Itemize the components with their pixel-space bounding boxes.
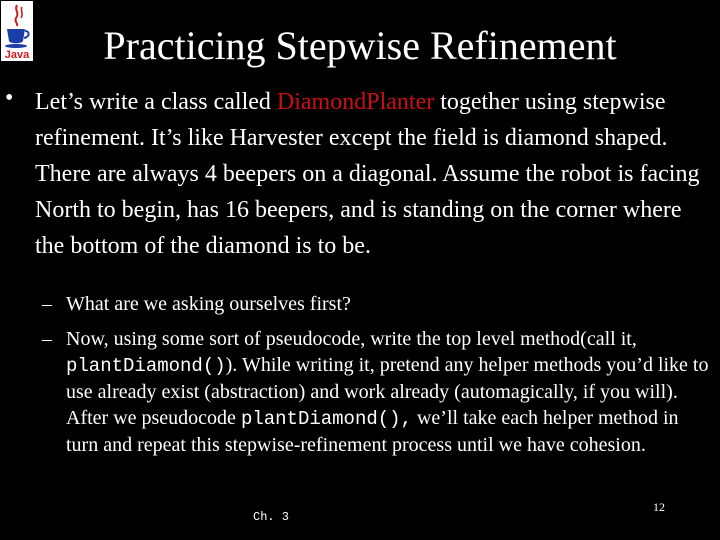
sub-bullet-2-part1: Now, using some sort of pseudocode, write the top level method(call it, [66, 328, 637, 350]
main-bullet-prefix: Let’s write a class called [35, 89, 277, 115]
sub-bullet-2-text [66, 326, 711, 458]
sub-bullet-1-marker: – [42, 293, 52, 315]
slide-title: Practicing Stepwise Refinement [103, 23, 617, 68]
footer-chapter: Ch. 3 [253, 510, 290, 524]
main-bullet-text [35, 84, 703, 264]
logo-wordmark: Java [4, 49, 30, 61]
sub-bullet-2-part2: ). While writing it, pretend any helper methods you’d like to use already exist (abstraction) and work already (automagically, if you will). After we pseudocode [66, 354, 709, 429]
main-bullet-marker: • [5, 85, 14, 111]
sub-bullet-2-part3: we’ll take each helper method in turn and repeat this stepwise-refinement process until we have cohesion. [66, 407, 679, 456]
class-name-highlight: DiamondPlanter [276, 89, 435, 115]
main-bullet-suffix: together using stepwise refinement. It’s like Harvester except the field is diamond shaped. There are always 4 beepers on a diagonal. Assume the robot is facing North to begin, has 16 beepers, and is standing on the corner where the bottom of the diamond is to be. [35, 89, 700, 259]
footer-page-number: 12 [653, 500, 665, 514]
sub-bullet-2-marker: – [42, 328, 52, 350]
code-plant-diamond-2: plantDiamond(), [240, 408, 412, 430]
sub-bullet-1-text: What are we asking ourselves first? [66, 293, 351, 315]
code-plant-diamond-1: plantDiamond() [66, 355, 226, 377]
